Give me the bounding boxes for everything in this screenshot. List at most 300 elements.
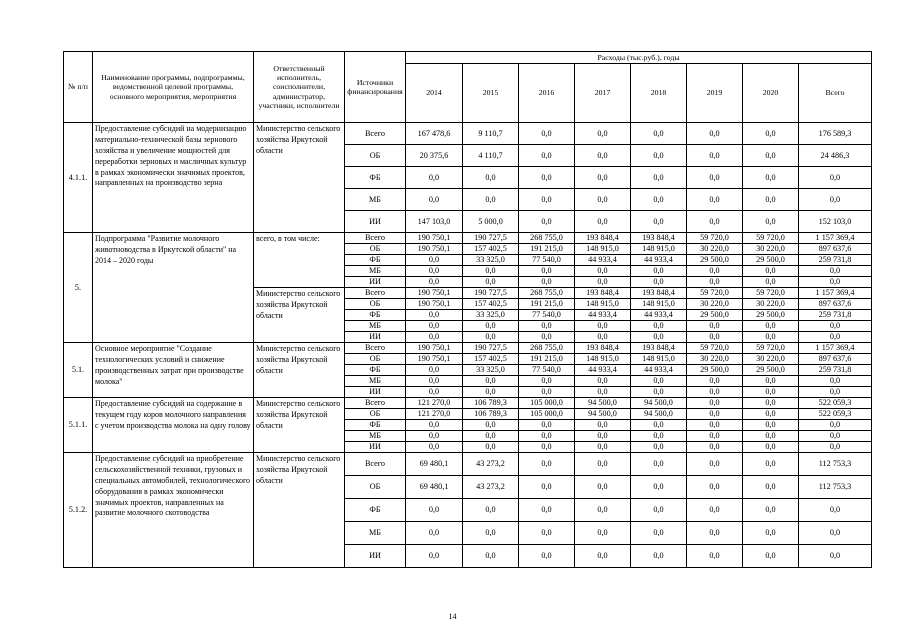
year-value: 0,0 bbox=[631, 499, 687, 522]
total-value: 0,0 bbox=[799, 522, 872, 545]
year-value: 157 402,5 bbox=[463, 354, 519, 365]
year-value: 0,0 bbox=[575, 442, 631, 453]
year-value: 0,0 bbox=[743, 123, 799, 145]
funding-source: ИИ bbox=[345, 211, 406, 233]
year-value: 30 220,0 bbox=[743, 354, 799, 365]
year-value: 0,0 bbox=[519, 442, 575, 453]
table-body bbox=[64, 123, 872, 568]
header-sources: Источники финансирования bbox=[345, 52, 406, 123]
total-value: 897 637,6 bbox=[799, 244, 872, 255]
year-value: 0,0 bbox=[631, 277, 687, 288]
year-value: 0,0 bbox=[631, 522, 687, 545]
year-value: 44 933,4 bbox=[575, 310, 631, 321]
funding-source: ИИ bbox=[345, 545, 406, 568]
total-value: 0,0 bbox=[799, 376, 872, 387]
year-value: 0,0 bbox=[406, 442, 463, 453]
year-value: 29 500,0 bbox=[687, 365, 743, 376]
year-value: 9 110,7 bbox=[463, 123, 519, 145]
year-value: 0,0 bbox=[687, 442, 743, 453]
year-value: 0,0 bbox=[406, 365, 463, 376]
year-value: 0,0 bbox=[575, 211, 631, 233]
funding-source: ИИ bbox=[345, 442, 406, 453]
year-value: 0,0 bbox=[575, 167, 631, 189]
funding-source: Всего bbox=[345, 343, 406, 354]
funding-source: ФБ bbox=[345, 310, 406, 321]
total-value: 0,0 bbox=[799, 420, 872, 431]
year-value: 4 110,7 bbox=[463, 145, 519, 167]
total-value: 522 059,3 bbox=[799, 409, 872, 420]
year-value: 148 915,0 bbox=[575, 244, 631, 255]
header-name: Наименование программы, подпрограммы, ведомственной целевой программы, основного мероприятия, мероприятия bbox=[93, 52, 254, 123]
year-value: 77 540,0 bbox=[519, 365, 575, 376]
funding-source: МБ bbox=[345, 321, 406, 332]
header-year: 2020 bbox=[743, 64, 799, 123]
year-value: 193 848,4 bbox=[575, 233, 631, 244]
year-value: 0,0 bbox=[519, 266, 575, 277]
year-value: 29 500,0 bbox=[743, 255, 799, 266]
year-value: 0,0 bbox=[687, 277, 743, 288]
year-value: 0,0 bbox=[631, 332, 687, 343]
year-value: 0,0 bbox=[575, 277, 631, 288]
row-number: 4.1.1. bbox=[64, 123, 93, 233]
year-value: 268 755,0 bbox=[519, 233, 575, 244]
year-value: 193 848,4 bbox=[631, 288, 687, 299]
year-value: 0,0 bbox=[519, 499, 575, 522]
year-value: 190 727,5 bbox=[463, 233, 519, 244]
year-value: 0,0 bbox=[687, 145, 743, 167]
total-value: 112 753,3 bbox=[799, 476, 872, 499]
year-value: 190 750,1 bbox=[406, 299, 463, 310]
year-value: 148 915,0 bbox=[575, 299, 631, 310]
year-value: 0,0 bbox=[687, 123, 743, 145]
total-value: 522 059,3 bbox=[799, 398, 872, 409]
header-year: 2019 bbox=[687, 64, 743, 123]
year-value: 0,0 bbox=[631, 376, 687, 387]
total-value: 0,0 bbox=[799, 387, 872, 398]
row-name: Предоставление субсидий на содержание в текущем году коров молочного направления с учетом производства молока на одну голову bbox=[93, 398, 254, 453]
year-value: 0,0 bbox=[743, 145, 799, 167]
year-value: 69 480,1 bbox=[406, 453, 463, 476]
year-value: 268 755,0 bbox=[519, 343, 575, 354]
year-value: 193 848,4 bbox=[575, 288, 631, 299]
year-value: 0,0 bbox=[631, 453, 687, 476]
year-value: 0,0 bbox=[406, 522, 463, 545]
funding-source: МБ bbox=[345, 431, 406, 442]
year-value: 0,0 bbox=[519, 420, 575, 431]
year-value: 0,0 bbox=[519, 277, 575, 288]
year-value: 59 720,0 bbox=[687, 288, 743, 299]
year-value: 30 220,0 bbox=[687, 244, 743, 255]
year-value: 0,0 bbox=[743, 321, 799, 332]
funding-source: ОБ bbox=[345, 299, 406, 310]
table-row bbox=[64, 123, 872, 145]
year-value: 190 750,1 bbox=[406, 244, 463, 255]
year-value: 0,0 bbox=[687, 476, 743, 499]
year-value: 0,0 bbox=[743, 376, 799, 387]
year-value: 148 915,0 bbox=[575, 354, 631, 365]
year-value: 0,0 bbox=[519, 123, 575, 145]
year-value: 0,0 bbox=[463, 499, 519, 522]
year-value: 0,0 bbox=[519, 376, 575, 387]
year-value: 5 000,0 bbox=[463, 211, 519, 233]
year-value: 0,0 bbox=[575, 189, 631, 211]
total-value: 0,0 bbox=[799, 332, 872, 343]
total-value: 1 157 369,4 bbox=[799, 233, 872, 244]
year-value: 106 789,3 bbox=[463, 409, 519, 420]
year-value: 0,0 bbox=[631, 123, 687, 145]
year-value: 121 270,0 bbox=[406, 398, 463, 409]
year-value: 148 915,0 bbox=[631, 299, 687, 310]
header-year: 2018 bbox=[631, 64, 687, 123]
year-value: 0,0 bbox=[687, 376, 743, 387]
year-value: 0,0 bbox=[575, 499, 631, 522]
year-value: 121 270,0 bbox=[406, 409, 463, 420]
year-value: 0,0 bbox=[406, 266, 463, 277]
year-value: 94 500,0 bbox=[575, 409, 631, 420]
year-value: 0,0 bbox=[575, 266, 631, 277]
year-value: 0,0 bbox=[463, 167, 519, 189]
year-value: 43 273,2 bbox=[463, 476, 519, 499]
funding-source: ФБ bbox=[345, 255, 406, 266]
row-number: 5.1.2. bbox=[64, 453, 93, 568]
year-value: 0,0 bbox=[743, 398, 799, 409]
header-responsible: Ответственный исполнитель, соисполнители, администратор, участники, исполнители bbox=[254, 52, 345, 123]
year-value: 190 727,5 bbox=[463, 343, 519, 354]
year-value: 0,0 bbox=[631, 387, 687, 398]
row-number: 5.1.1. bbox=[64, 398, 93, 453]
year-value: 0,0 bbox=[575, 376, 631, 387]
year-value: 0,0 bbox=[631, 167, 687, 189]
total-value: 0,0 bbox=[799, 266, 872, 277]
year-value: 0,0 bbox=[519, 453, 575, 476]
year-value: 191 215,0 bbox=[519, 354, 575, 365]
year-value: 0,0 bbox=[406, 376, 463, 387]
row-name: Подпрограмма "Развитие молочного животноводства в Иркутской области" на 2014 – 2020 годы bbox=[93, 233, 254, 343]
funding-source: ИИ bbox=[345, 387, 406, 398]
year-value: 59 720,0 bbox=[687, 343, 743, 354]
year-value: 193 848,4 bbox=[631, 233, 687, 244]
funding-source: ОБ bbox=[345, 409, 406, 420]
total-value: 0,0 bbox=[799, 277, 872, 288]
year-value: 44 933,4 bbox=[631, 255, 687, 266]
year-value: 0,0 bbox=[406, 321, 463, 332]
year-value: 0,0 bbox=[463, 376, 519, 387]
table-row bbox=[64, 343, 872, 354]
year-value: 0,0 bbox=[687, 321, 743, 332]
year-value: 105 000,0 bbox=[519, 409, 575, 420]
year-value: 193 848,4 bbox=[631, 343, 687, 354]
row-responsible: Министерство сельского хозяйства Иркутской области bbox=[254, 343, 345, 398]
year-value: 191 215,0 bbox=[519, 244, 575, 255]
year-value: 0,0 bbox=[406, 277, 463, 288]
year-value: 0,0 bbox=[743, 409, 799, 420]
year-value: 0,0 bbox=[687, 431, 743, 442]
funding-source: ОБ bbox=[345, 145, 406, 167]
year-value: 0,0 bbox=[406, 310, 463, 321]
year-value: 0,0 bbox=[743, 387, 799, 398]
year-value: 105 000,0 bbox=[519, 398, 575, 409]
year-value: 0,0 bbox=[406, 332, 463, 343]
year-value: 0,0 bbox=[406, 499, 463, 522]
year-value: 0,0 bbox=[631, 545, 687, 568]
total-value: 24 486,3 bbox=[799, 145, 872, 167]
year-value: 0,0 bbox=[519, 545, 575, 568]
year-value: 0,0 bbox=[406, 420, 463, 431]
year-value: 0,0 bbox=[406, 255, 463, 266]
year-value: 0,0 bbox=[743, 167, 799, 189]
year-value: 0,0 bbox=[463, 266, 519, 277]
year-value: 190 727,5 bbox=[463, 288, 519, 299]
year-value: 0,0 bbox=[406, 431, 463, 442]
year-value: 0,0 bbox=[463, 189, 519, 211]
year-value: 29 500,0 bbox=[687, 255, 743, 266]
funding-source: МБ bbox=[345, 522, 406, 545]
year-value: 0,0 bbox=[743, 499, 799, 522]
year-value: 0,0 bbox=[519, 387, 575, 398]
year-value: 0,0 bbox=[575, 123, 631, 145]
year-value: 0,0 bbox=[575, 431, 631, 442]
funding-source: МБ bbox=[345, 376, 406, 387]
year-value: 0,0 bbox=[575, 476, 631, 499]
year-value: 157 402,5 bbox=[463, 244, 519, 255]
row-name: Предоставление субсидий на приобретение сельскохозяйственной техники, грузовых и специальных автомобилей, технологического оборудования в рамках экономически значимых проектов, направленных на развитие молочного скотоводства bbox=[93, 453, 254, 568]
budget-table bbox=[63, 51, 872, 568]
year-value: 0,0 bbox=[687, 453, 743, 476]
year-value: 0,0 bbox=[519, 431, 575, 442]
year-value: 190 750,1 bbox=[406, 354, 463, 365]
funding-source: ФБ bbox=[345, 499, 406, 522]
year-value: 0,0 bbox=[575, 420, 631, 431]
year-value: 94 500,0 bbox=[631, 409, 687, 420]
year-value: 0,0 bbox=[687, 398, 743, 409]
year-value: 148 915,0 bbox=[631, 354, 687, 365]
year-value: 0,0 bbox=[687, 420, 743, 431]
year-value: 167 478,6 bbox=[406, 123, 463, 145]
year-value: 147 103,0 bbox=[406, 211, 463, 233]
year-value: 0,0 bbox=[463, 442, 519, 453]
year-value: 0,0 bbox=[519, 211, 575, 233]
year-value: 0,0 bbox=[743, 211, 799, 233]
year-value: 77 540,0 bbox=[519, 310, 575, 321]
header-year: 2016 bbox=[519, 64, 575, 123]
page-number: 14 bbox=[448, 612, 457, 621]
year-value: 0,0 bbox=[743, 476, 799, 499]
funding-source: ОБ bbox=[345, 476, 406, 499]
total-value: 112 753,3 bbox=[799, 453, 872, 476]
year-value: 0,0 bbox=[687, 409, 743, 420]
total-value: 0,0 bbox=[799, 321, 872, 332]
year-value: 0,0 bbox=[519, 321, 575, 332]
year-value: 0,0 bbox=[631, 442, 687, 453]
year-value: 0,0 bbox=[463, 545, 519, 568]
year-value: 0,0 bbox=[631, 266, 687, 277]
year-value: 0,0 bbox=[406, 189, 463, 211]
year-value: 0,0 bbox=[575, 387, 631, 398]
year-value: 0,0 bbox=[687, 499, 743, 522]
year-value: 0,0 bbox=[743, 442, 799, 453]
year-value: 0,0 bbox=[575, 145, 631, 167]
year-value: 0,0 bbox=[631, 431, 687, 442]
year-value: 44 933,4 bbox=[631, 365, 687, 376]
funding-source: ОБ bbox=[345, 244, 406, 255]
year-value: 0,0 bbox=[519, 522, 575, 545]
row-responsible: Министерство сельского хозяйства Иркутской области bbox=[254, 288, 345, 343]
year-value: 0,0 bbox=[631, 420, 687, 431]
year-value: 30 220,0 bbox=[743, 299, 799, 310]
funding-source: Всего bbox=[345, 288, 406, 299]
year-value: 191 215,0 bbox=[519, 299, 575, 310]
row-number: 5. bbox=[64, 233, 93, 343]
year-value: 0,0 bbox=[687, 332, 743, 343]
year-value: 0,0 bbox=[575, 453, 631, 476]
year-value: 0,0 bbox=[687, 545, 743, 568]
year-value: 69 480,1 bbox=[406, 476, 463, 499]
year-value: 0,0 bbox=[687, 211, 743, 233]
year-value: 157 402,5 bbox=[463, 299, 519, 310]
total-value: 259 731,8 bbox=[799, 255, 872, 266]
total-value: 1 157 369,4 bbox=[799, 288, 872, 299]
year-value: 59 720,0 bbox=[743, 233, 799, 244]
year-value: 0,0 bbox=[743, 420, 799, 431]
year-value: 30 220,0 bbox=[743, 244, 799, 255]
row-name: Основное мероприятие "Создание технологических условий и снижение производственных затрат при производстве молока" bbox=[93, 343, 254, 398]
year-value: 43 273,2 bbox=[463, 453, 519, 476]
funding-source: ФБ bbox=[345, 167, 406, 189]
year-value: 190 750,1 bbox=[406, 233, 463, 244]
year-value: 44 933,4 bbox=[575, 255, 631, 266]
year-value: 0,0 bbox=[575, 545, 631, 568]
year-value: 0,0 bbox=[575, 522, 631, 545]
total-value: 176 589,3 bbox=[799, 123, 872, 145]
year-value: 0,0 bbox=[463, 420, 519, 431]
header-num: № п/п bbox=[64, 52, 93, 123]
header-year: 2017 bbox=[575, 64, 631, 123]
year-value: 0,0 bbox=[631, 145, 687, 167]
year-value: 0,0 bbox=[687, 167, 743, 189]
total-value: 0,0 bbox=[799, 431, 872, 442]
year-value: 44 933,4 bbox=[575, 365, 631, 376]
row-responsible: Министерство сельского хозяйства Иркутской области bbox=[254, 453, 345, 568]
table-row bbox=[64, 398, 872, 409]
year-value: 0,0 bbox=[631, 321, 687, 332]
year-value: 94 500,0 bbox=[631, 398, 687, 409]
funding-source: МБ bbox=[345, 189, 406, 211]
year-value: 0,0 bbox=[743, 545, 799, 568]
funding-source: Всего bbox=[345, 398, 406, 409]
year-value: 0,0 bbox=[631, 189, 687, 211]
funding-source: МБ bbox=[345, 266, 406, 277]
year-value: 30 220,0 bbox=[687, 299, 743, 310]
year-value: 0,0 bbox=[406, 545, 463, 568]
year-value: 0,0 bbox=[631, 476, 687, 499]
total-value: 0,0 bbox=[799, 167, 872, 189]
year-value: 0,0 bbox=[463, 332, 519, 343]
year-value: 0,0 bbox=[743, 431, 799, 442]
year-value: 0,0 bbox=[463, 387, 519, 398]
funding-source: ФБ bbox=[345, 420, 406, 431]
total-value: 897 637,6 bbox=[799, 354, 872, 365]
year-value: 190 750,1 bbox=[406, 288, 463, 299]
funding-source: ИИ bbox=[345, 332, 406, 343]
table-row bbox=[64, 233, 872, 244]
total-value: 0,0 bbox=[799, 499, 872, 522]
total-value: 259 731,8 bbox=[799, 365, 872, 376]
year-value: 0,0 bbox=[743, 189, 799, 211]
header-expenses: Расходы (тыс.руб.), годы bbox=[406, 52, 872, 64]
year-value: 30 220,0 bbox=[687, 354, 743, 365]
total-value: 0,0 bbox=[799, 442, 872, 453]
year-value: 148 915,0 bbox=[631, 244, 687, 255]
year-value: 0,0 bbox=[519, 167, 575, 189]
year-value: 0,0 bbox=[575, 321, 631, 332]
year-value: 59 720,0 bbox=[743, 288, 799, 299]
funding-source: ИИ bbox=[345, 277, 406, 288]
header-year: 2014 bbox=[406, 64, 463, 123]
total-value: 1 157 369,4 bbox=[799, 343, 872, 354]
year-value: 29 500,0 bbox=[743, 310, 799, 321]
year-value: 0,0 bbox=[687, 522, 743, 545]
funding-source: Всего bbox=[345, 453, 406, 476]
year-value: 0,0 bbox=[687, 266, 743, 277]
year-value: 190 750,1 bbox=[406, 343, 463, 354]
header-total: Всего bbox=[799, 64, 872, 123]
year-value: 0,0 bbox=[519, 476, 575, 499]
total-value: 259 731,8 bbox=[799, 310, 872, 321]
year-value: 0,0 bbox=[406, 167, 463, 189]
year-value: 77 540,0 bbox=[519, 255, 575, 266]
year-value: 0,0 bbox=[743, 266, 799, 277]
year-value: 0,0 bbox=[575, 332, 631, 343]
row-name: Предоставление субсидий на модернизацию материально-технической базы зернового хозяйства и увеличение мощностей для переработки зерновых и масличных культур в рамках экономически значимых проектов, направленных на производство зерна bbox=[93, 123, 254, 233]
year-value: 20 375,6 bbox=[406, 145, 463, 167]
year-value: 193 848,4 bbox=[575, 343, 631, 354]
year-value: 106 789,3 bbox=[463, 398, 519, 409]
year-value: 94 500,0 bbox=[575, 398, 631, 409]
row-responsible: Министерство сельского хозяйства Иркутской области bbox=[254, 123, 345, 233]
year-value: 29 500,0 bbox=[743, 365, 799, 376]
row-responsible: всего, в том числе: bbox=[254, 233, 345, 288]
year-value: 0,0 bbox=[519, 332, 575, 343]
year-value: 59 720,0 bbox=[687, 233, 743, 244]
total-value: 0,0 bbox=[799, 189, 872, 211]
year-value: 0,0 bbox=[406, 387, 463, 398]
funding-source: ФБ bbox=[345, 365, 406, 376]
total-value: 0,0 bbox=[799, 545, 872, 568]
total-value: 897 637,6 bbox=[799, 299, 872, 310]
year-value: 0,0 bbox=[743, 453, 799, 476]
funding-source: Всего bbox=[345, 123, 406, 145]
year-value: 0,0 bbox=[687, 387, 743, 398]
row-number: 5.1. bbox=[64, 343, 93, 398]
year-value: 33 325,0 bbox=[463, 255, 519, 266]
year-value: 0,0 bbox=[743, 522, 799, 545]
year-value: 33 325,0 bbox=[463, 310, 519, 321]
year-value: 0,0 bbox=[687, 189, 743, 211]
funding-source: ОБ bbox=[345, 354, 406, 365]
row-responsible: Министерство сельского хозяйства Иркутской области bbox=[254, 398, 345, 453]
table-row bbox=[64, 453, 872, 476]
year-value: 0,0 bbox=[519, 145, 575, 167]
year-value: 59 720,0 bbox=[743, 343, 799, 354]
year-value: 44 933,4 bbox=[631, 310, 687, 321]
year-value: 0,0 bbox=[631, 211, 687, 233]
year-value: 0,0 bbox=[743, 277, 799, 288]
year-value: 0,0 bbox=[463, 431, 519, 442]
funding-source: Всего bbox=[345, 233, 406, 244]
year-value: 0,0 bbox=[463, 321, 519, 332]
year-value: 33 325,0 bbox=[463, 365, 519, 376]
year-value: 0,0 bbox=[463, 522, 519, 545]
